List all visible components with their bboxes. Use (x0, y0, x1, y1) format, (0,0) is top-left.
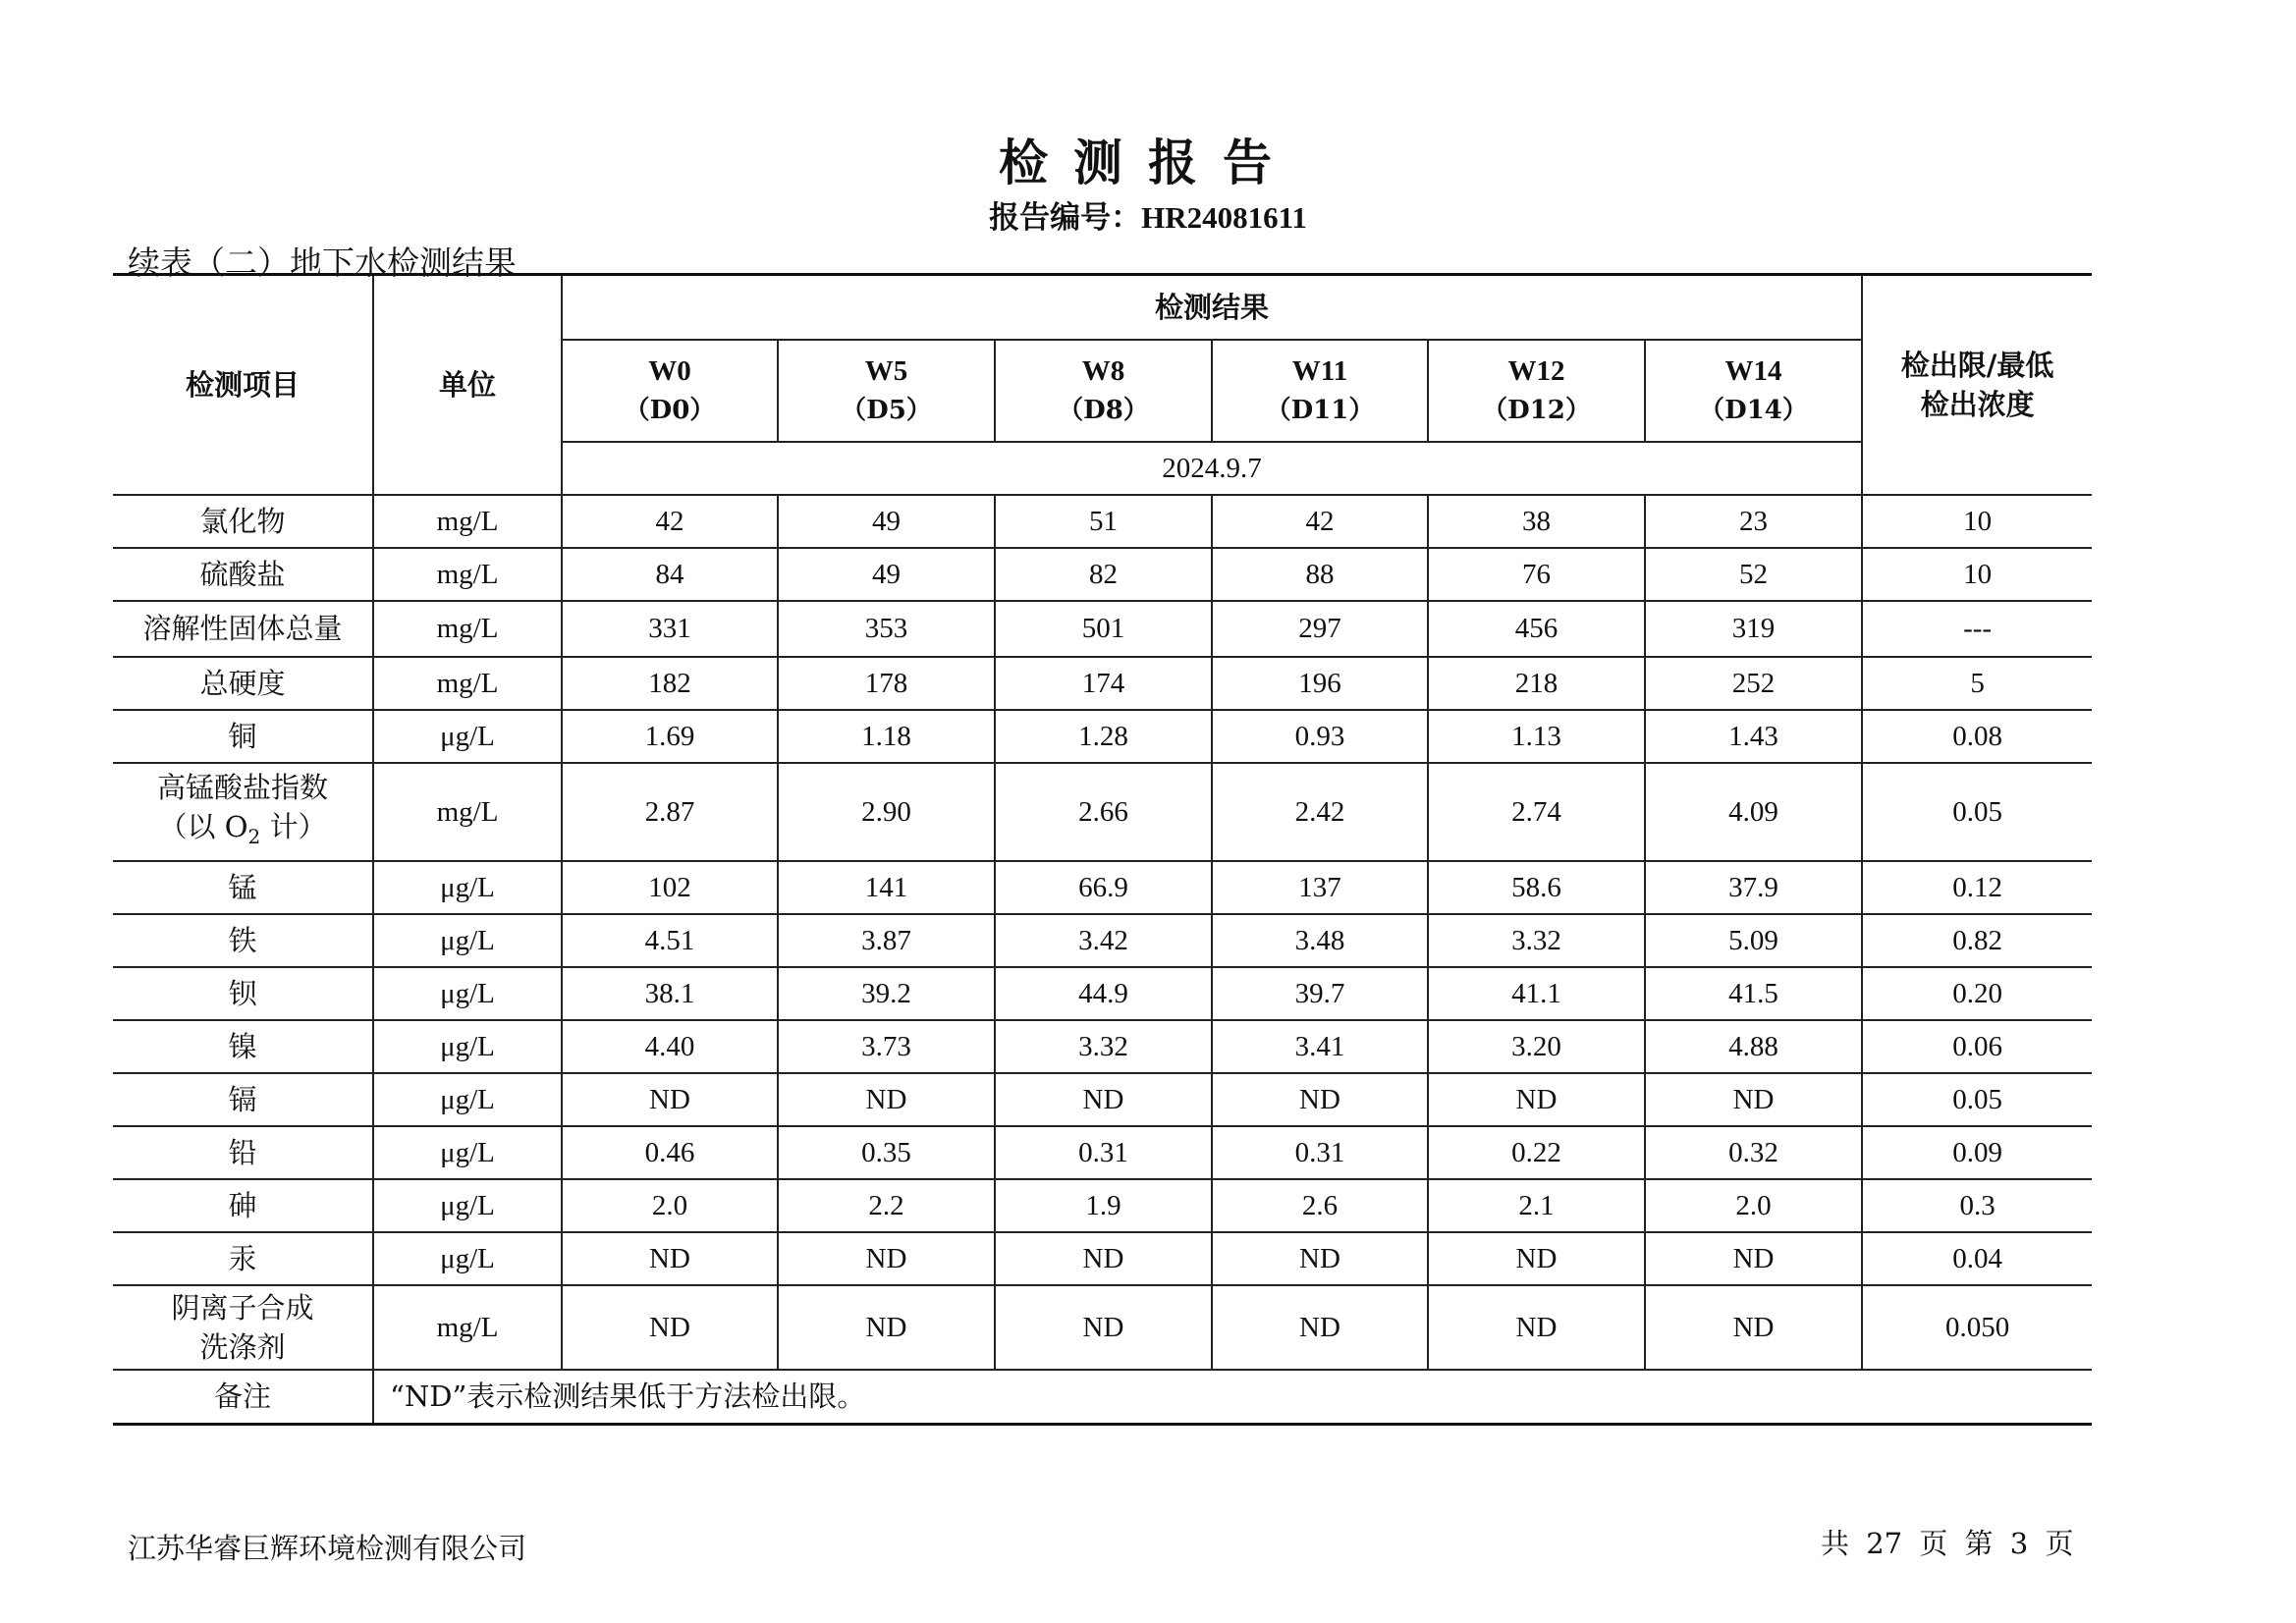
row-limit: 0.3 (1862, 1179, 2092, 1232)
result-value: 174 (995, 657, 1212, 710)
row-unit: μg/L (373, 1126, 562, 1179)
row-item-line1: 镍 (228, 1029, 257, 1063)
site-sub: （D12） (1482, 395, 1591, 425)
result-value: ND (1212, 1285, 1428, 1370)
result-value: 0.46 (562, 1126, 778, 1179)
result-value: 0.35 (778, 1126, 995, 1179)
row-item-line1: 锰 (228, 870, 257, 904)
result-value: 5.09 (1645, 914, 1862, 967)
result-value: 3.41 (1212, 1020, 1428, 1073)
result-value: ND (1212, 1073, 1428, 1126)
header-limit-line1: 检出限/最低 (1900, 348, 2054, 382)
result-value: 2.0 (1645, 1179, 1862, 1232)
result-value: 51 (995, 495, 1212, 548)
result-value: 49 (778, 548, 995, 601)
result-value: 42 (562, 495, 778, 548)
table-row (113, 601, 2092, 657)
result-value: 0.31 (1212, 1126, 1428, 1179)
row-unit: mg/L (373, 548, 562, 601)
row-limit: --- (1862, 601, 2092, 657)
site-code: W14 (1724, 354, 1782, 387)
footer-page-number: 共 27 页 第 3 页 (1821, 1527, 2074, 1560)
row-item (113, 914, 373, 967)
result-value: 1.13 (1428, 710, 1645, 763)
table-caption: 续表（二）地下水检测结果 (128, 243, 517, 282)
result-value: 4.09 (1645, 763, 1862, 861)
result-value: ND (995, 1232, 1212, 1285)
result-value: 2.87 (562, 763, 778, 861)
row-item (113, 548, 373, 601)
row-item-line1: 钡 (228, 976, 257, 1010)
site-header (1212, 340, 1428, 442)
note-label: 备注 (113, 1370, 373, 1425)
result-value: 196 (1212, 657, 1428, 710)
result-value: 76 (1428, 548, 1645, 601)
row-limit: 0.050 (1862, 1285, 2092, 1370)
result-value: 2.42 (1212, 763, 1428, 861)
result-value: 2.90 (778, 763, 995, 861)
site-sub: （D14） (1699, 395, 1808, 425)
table-row (113, 763, 2092, 861)
report-number (0, 192, 2296, 237)
result-value: ND (778, 1232, 995, 1285)
site-code: W0 (648, 354, 691, 387)
row-unit: μg/L (373, 1232, 562, 1285)
row-item (113, 710, 373, 763)
report-number-value: HR24081611 (1141, 200, 1307, 235)
site-sub: （D8） (1058, 395, 1149, 425)
site-sub: （D0） (624, 395, 716, 425)
site-header (778, 340, 995, 442)
row-limit: 0.12 (1862, 861, 2092, 914)
row-limit: 0.04 (1862, 1232, 2092, 1285)
result-value: ND (778, 1073, 995, 1126)
row-item (113, 495, 373, 548)
result-value: 297 (1212, 601, 1428, 657)
result-value: 4.88 (1645, 1020, 1862, 1073)
site-code: W5 (864, 354, 908, 387)
table-row (113, 1020, 2092, 1073)
result-value: 41.1 (1428, 967, 1645, 1020)
result-value: 2.1 (1428, 1179, 1645, 1232)
row-unit: μg/L (373, 914, 562, 967)
result-value: 66.9 (995, 861, 1212, 914)
result-value: 58.6 (1428, 861, 1645, 914)
row-item (113, 967, 373, 1020)
row-item (113, 1232, 373, 1285)
table-row (113, 861, 2092, 914)
result-value: ND (1645, 1285, 1862, 1370)
row-item (113, 1126, 373, 1179)
result-value: 38 (1428, 495, 1645, 548)
row-limit: 0.82 (1862, 914, 2092, 967)
row-item (113, 861, 373, 914)
row-item-line1: 铁 (228, 923, 257, 957)
result-value: 37.9 (1645, 861, 1862, 914)
result-value: ND (1212, 1232, 1428, 1285)
row-unit: mg/L (373, 657, 562, 710)
row-limit: 0.09 (1862, 1126, 2092, 1179)
row-item-line2 (113, 807, 372, 856)
row-limit: 0.05 (1862, 1073, 2092, 1126)
result-value: 82 (995, 548, 1212, 601)
header-item: 检测项目 (113, 275, 373, 495)
result-value: 218 (1428, 657, 1645, 710)
site-header (1645, 340, 1862, 442)
result-value: 1.43 (1645, 710, 1862, 763)
row-item-line1: 阴离子合成 (171, 1290, 314, 1325)
row-item-line1: 总硬度 (199, 666, 286, 700)
table-row (113, 914, 2092, 967)
result-value: 102 (562, 861, 778, 914)
result-value: ND (1428, 1073, 1645, 1126)
row-item-line1: 铅 (228, 1135, 257, 1169)
result-value: ND (1645, 1232, 1862, 1285)
table-row (113, 548, 2092, 601)
row-item (113, 601, 373, 657)
row-item (113, 763, 373, 861)
row-item-line2: 洗涤剂 (199, 1329, 286, 1364)
header-limit-line2: 检出浓度 (1920, 387, 2035, 421)
row-unit: μg/L (373, 710, 562, 763)
result-value: ND (562, 1232, 778, 1285)
row-item-line1: 铜 (228, 719, 257, 753)
result-value: 0.31 (995, 1126, 1212, 1179)
result-value: 3.73 (778, 1020, 995, 1073)
site-code: W12 (1507, 354, 1565, 387)
result-value: ND (995, 1285, 1212, 1370)
result-value: 3.32 (1428, 914, 1645, 967)
result-value: 49 (778, 495, 995, 548)
row-item (113, 1285, 373, 1370)
row-limit: 0.06 (1862, 1020, 2092, 1073)
table-row (113, 1179, 2092, 1232)
row-item-line2-post: 计） (260, 809, 327, 843)
note-text: “ND”表示检测结果低于方法检出限。 (373, 1370, 2092, 1425)
result-value: 38.1 (562, 967, 778, 1020)
row-item (113, 1179, 373, 1232)
table-row (113, 710, 2092, 763)
result-value: 182 (562, 657, 778, 710)
result-value: 2.74 (1428, 763, 1645, 861)
result-value: 52 (1645, 548, 1862, 601)
row-unit: mg/L (373, 601, 562, 657)
result-value: 0.32 (1645, 1126, 1862, 1179)
result-value: ND (778, 1285, 995, 1370)
header-unit: 单位 (373, 275, 562, 495)
row-item-line2-pre: （以 O (158, 809, 248, 843)
result-value: ND (562, 1073, 778, 1126)
table-row (113, 967, 2092, 1020)
row-unit: mg/L (373, 1285, 562, 1370)
site-header (995, 340, 1212, 442)
row-limit: 10 (1862, 495, 2092, 548)
result-value: 44.9 (995, 967, 1212, 1020)
result-value: 3.87 (778, 914, 995, 967)
row-item-line1: 硫酸盐 (199, 557, 286, 591)
table-row (113, 1285, 2092, 1370)
result-value: 4.51 (562, 914, 778, 967)
sample-date: 2024.9.7 (562, 442, 1862, 495)
result-value: 1.69 (562, 710, 778, 763)
result-value: 23 (1645, 495, 1862, 548)
row-item (113, 1020, 373, 1073)
result-value: 331 (562, 601, 778, 657)
result-value: 1.28 (995, 710, 1212, 763)
result-value: 3.20 (1428, 1020, 1645, 1073)
result-value: 178 (778, 657, 995, 710)
row-item (113, 1073, 373, 1126)
site-sub: （D11） (1265, 395, 1375, 425)
result-value: 41.5 (1645, 967, 1862, 1020)
result-value: 39.7 (1212, 967, 1428, 1020)
result-value: 3.48 (1212, 914, 1428, 967)
result-value: ND (1645, 1073, 1862, 1126)
table-row (113, 1232, 2092, 1285)
result-value: 88 (1212, 548, 1428, 601)
result-value: 3.32 (995, 1020, 1212, 1073)
report-title: 检测报告 (999, 134, 1297, 191)
result-value: 353 (778, 601, 995, 657)
result-value: ND (1428, 1232, 1645, 1285)
groundwater-results-table (113, 273, 2092, 1426)
result-value: 252 (1645, 657, 1862, 710)
row-unit: μg/L (373, 967, 562, 1020)
result-value: 1.18 (778, 710, 995, 763)
result-value: 2.0 (562, 1179, 778, 1232)
result-value: 319 (1645, 601, 1862, 657)
row-item-line1: 砷 (228, 1188, 257, 1222)
header-limit (1862, 275, 2092, 495)
row-item-line1: 汞 (228, 1241, 257, 1275)
row-item-line1: 溶解性固体总量 (142, 612, 343, 645)
site-code: W11 (1291, 354, 1348, 387)
result-value: 42 (1212, 495, 1428, 548)
result-value: 3.42 (995, 914, 1212, 967)
result-value: ND (995, 1073, 1212, 1126)
result-value: 4.40 (562, 1020, 778, 1073)
result-value: ND (1428, 1285, 1645, 1370)
row-item (113, 657, 373, 710)
row-limit: 10 (1862, 548, 2092, 601)
header-results: 检测结果 (562, 275, 1862, 340)
row-limit: 0.08 (1862, 710, 2092, 763)
table-row (113, 1073, 2092, 1126)
result-value: 0.22 (1428, 1126, 1645, 1179)
table-row (113, 495, 2092, 548)
footer-company: 江苏华睿巨辉环境检测有限公司 (128, 1532, 527, 1565)
table-row (113, 1126, 2092, 1179)
row-unit: μg/L (373, 861, 562, 914)
row-unit: μg/L (373, 1073, 562, 1126)
result-value: 137 (1212, 861, 1428, 914)
row-limit: 5 (1862, 657, 2092, 710)
row-item-line2-sub: 2 (247, 824, 261, 848)
result-value: 141 (778, 861, 995, 914)
row-item-line1: 氯化物 (199, 504, 286, 538)
row-unit: μg/L (373, 1020, 562, 1073)
report-number-label: 报告编号： (989, 200, 1142, 236)
result-value: 501 (995, 601, 1212, 657)
result-value: 84 (562, 548, 778, 601)
result-value: 39.2 (778, 967, 995, 1020)
site-code: W8 (1081, 354, 1125, 387)
site-sub: （D5） (841, 395, 932, 425)
result-value: ND (562, 1285, 778, 1370)
note-row (113, 1370, 2092, 1425)
site-header (1428, 340, 1645, 442)
result-value: 456 (1428, 601, 1645, 657)
row-unit: mg/L (373, 763, 562, 861)
result-value: 1.9 (995, 1179, 1212, 1232)
result-value: 2.6 (1212, 1179, 1428, 1232)
result-value: 2.66 (995, 763, 1212, 861)
row-unit: mg/L (373, 495, 562, 548)
site-header (562, 340, 778, 442)
row-limit: 0.05 (1862, 763, 2092, 861)
row-item-line1: 镉 (228, 1082, 257, 1116)
result-value: 0.93 (1212, 710, 1428, 763)
table-row (113, 657, 2092, 710)
row-item-line1: 高锰酸盐指数 (156, 770, 328, 804)
result-value: 2.2 (778, 1179, 995, 1232)
row-unit: μg/L (373, 1179, 562, 1232)
row-limit: 0.20 (1862, 967, 2092, 1020)
